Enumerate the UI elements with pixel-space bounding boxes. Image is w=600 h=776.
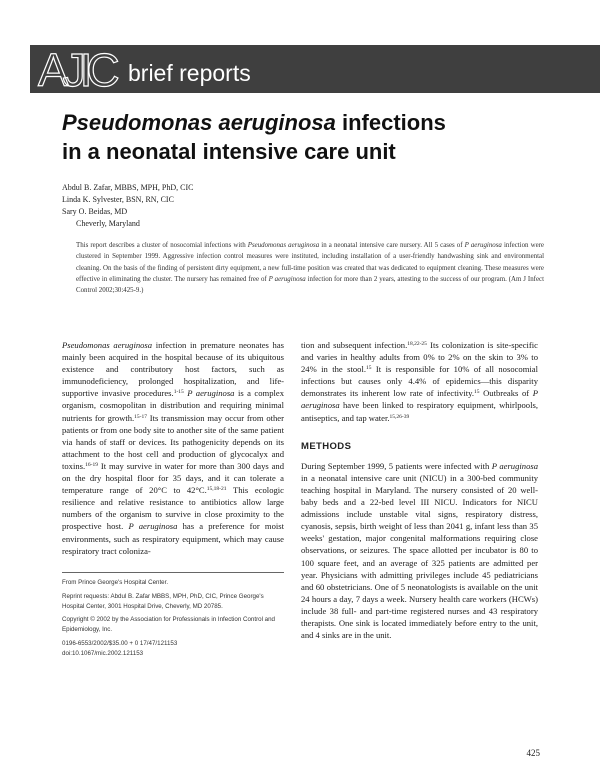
footnote-doi: doi:10.1067/mic.2002.121153	[62, 649, 144, 657]
cont-text-3: It is responsible for 10% of all nosocomial infections but causes only 4.4% of epidemics—this disparity demonstrates its inherent low rate of infectivity.	[301, 364, 539, 399]
section-label: brief reports	[128, 60, 251, 86]
methods-text-1: During September 1999, 5 patients were infected with	[301, 460, 492, 471]
abstract-text-2: in a neonatal intensive care nursery. All 5 cases of	[319, 242, 465, 249]
intro-text-6: has a preference for moist environments, such as respiratory equipment, which may cause respiratory tract coloniza-	[62, 521, 284, 556]
species-name: P aeruginosa	[491, 460, 539, 471]
abstract	[76, 240, 544, 296]
cont-text-1: tion and subsequent infection.	[301, 340, 408, 350]
citation: 15,18-21	[206, 486, 227, 493]
species-name: P aeruginosa	[187, 388, 235, 399]
methods-text-2: in a neonatal intensive care unit (NICU) in a 300-bed community teaching hospital in Maryland. The nursery consisted of 20 well-baby beds and a 22-bed level III NICU. Indicators for NICU admissions include unstable vital signs, respiratory distress, cyanosis, sepsis, birth weight of less than 2041 g, infant less than 35 weeks' gestation, major congenital malformations requiring close observations, or seizures. The space allotted per incubator is 80 to 100 square feet, and an average of 325 patients are admitted per year. Physicians with admitting privileges include 45 pediatricians and 60 obstetricians. One of 5 neonatologists is available on the unit 24 hours a day, 7 days a week. Nursery health care workers (HCWs) include 38 full- and part-time registered nurses and 43 respiratory therapists. One sink is located immediately before entry to the unit, and 4 sinks are in the unit.	[301, 472, 538, 641]
cont-text-5: have been linked to respiratory equipment, whirlpools, antiseptics, and tap water.	[301, 400, 538, 423]
section-banner	[30, 44, 600, 96]
citation: 1-15	[173, 389, 184, 396]
abstract-species-short-2: P aeruginosa	[268, 275, 306, 283]
footnote-copyright: Copyright © 2002 by the Association for Professionals in Infection Control and Epidemiology, Inc.	[62, 616, 275, 634]
citation: 16-19	[85, 461, 99, 468]
intro-text-1: infection in premature neonates has mainly been acquired in the hospital because of its ubiquitous existence and contributory host factors, such as immunodeficiency, prolonged hospitalization, and life-supportive invasive procedures.	[62, 340, 285, 399]
citation: 18,22-25	[407, 341, 427, 347]
footnote-reprint: Reprint requests: Abdul B. Zafar MBBS, MPH, PhD, CIC, Prince George's Hospital Center, 3001 Hospital Drive, Cheverly, MD 20785.	[62, 592, 264, 610]
methods-paragraph	[301, 460, 538, 641]
title-species: Pseudomonas aeruginosa	[62, 110, 336, 135]
citation: 15	[473, 389, 480, 396]
author-1: Abdul B. Zafar, MBBS, MPH, PhD, CIC	[62, 183, 194, 192]
author-3: Sary O. Beidas, MD	[62, 207, 128, 216]
intro-paragraph	[62, 339, 284, 557]
intro-text-3: Its transmission may occur from other patients or from one body site to another site of the same patient via hands of staff or devices. Its pathogenicity depends on its attachment to the host cell and production of glycocalyx and toxins.	[62, 412, 284, 471]
abstract-text-1: This report describes a cluster of nosocomial infections with	[76, 242, 248, 249]
journal-logo: AJIC	[38, 44, 114, 96]
species-name: Pseudomonas aeruginosa	[62, 340, 153, 350]
citation: 15,26-39	[389, 413, 410, 420]
page-number: 425	[526, 748, 540, 758]
body-column-right	[301, 339, 538, 641]
author-list	[62, 182, 193, 230]
intro-text-4: It may survive in water for more than 300 days and on the dry hospital floor for 35 days, and it can tolerate a temperature range of 20°C to 42°C.	[62, 460, 284, 496]
cont-text-4: Outbreaks of	[479, 388, 533, 399]
intro-text-5: This ecologic resilience and relative resistance to antibiotics allow large numbers of the organism to survive in close proximity to the prospective host.	[62, 485, 284, 532]
footnote-divider	[62, 572, 284, 573]
intro-continued-paragraph	[301, 339, 538, 424]
footnotes	[62, 578, 284, 663]
footnote-affiliation: From Prince George's Hospital Center.	[62, 579, 169, 586]
abstract-species-short-1: P aeruginosa	[464, 242, 502, 249]
cont-text-2: Its colonization is site-specific and varies in healthy adults from 0% to 2% on the skin to 3% to 24% in the stool.	[301, 340, 538, 375]
species-name: P aeruginosa	[301, 388, 538, 411]
author-location: Cheverly, Maryland	[76, 219, 140, 228]
body-column-left	[62, 339, 284, 557]
citation: 15-17	[134, 413, 147, 420]
title-rest: infections	[335, 110, 446, 135]
citation: 15	[366, 365, 372, 372]
author-2: Linda K. Sylvester, BSN, RN, CIC	[62, 195, 174, 204]
abstract-text-3: infection were clustered in September 1999. Aggressive infection control measures were instituted, including installation of a user-friendly handwashing sink and environmental cleaning. On the basis of the finding of persistent dirty equipment, a new full-time position was created that was dedicated to equipment cleaning. These measures were effective in eliminating the cluster. The nursery has remained free of	[76, 242, 544, 283]
intro-text-2: is a complex organism, cosmopolitan in distribution and requiring minimal nutrients for growth.	[62, 388, 284, 423]
article-title	[62, 108, 562, 166]
methods-heading: METHODS	[301, 440, 352, 452]
abstract-text-4: infection for more than 2 years, attesting to the success of our program. (Am J Infect Control 2002;30:425-9.)	[76, 275, 544, 295]
species-name: P aeruginosa	[128, 521, 178, 532]
title-line-2: in a neonatal intensive care unit	[62, 139, 396, 164]
footnote-issn: 0196-6553/2002/$35.00 + 0 17/47/121153	[62, 639, 178, 647]
abstract-species: Pseudomonas aeruginosa	[247, 242, 320, 249]
